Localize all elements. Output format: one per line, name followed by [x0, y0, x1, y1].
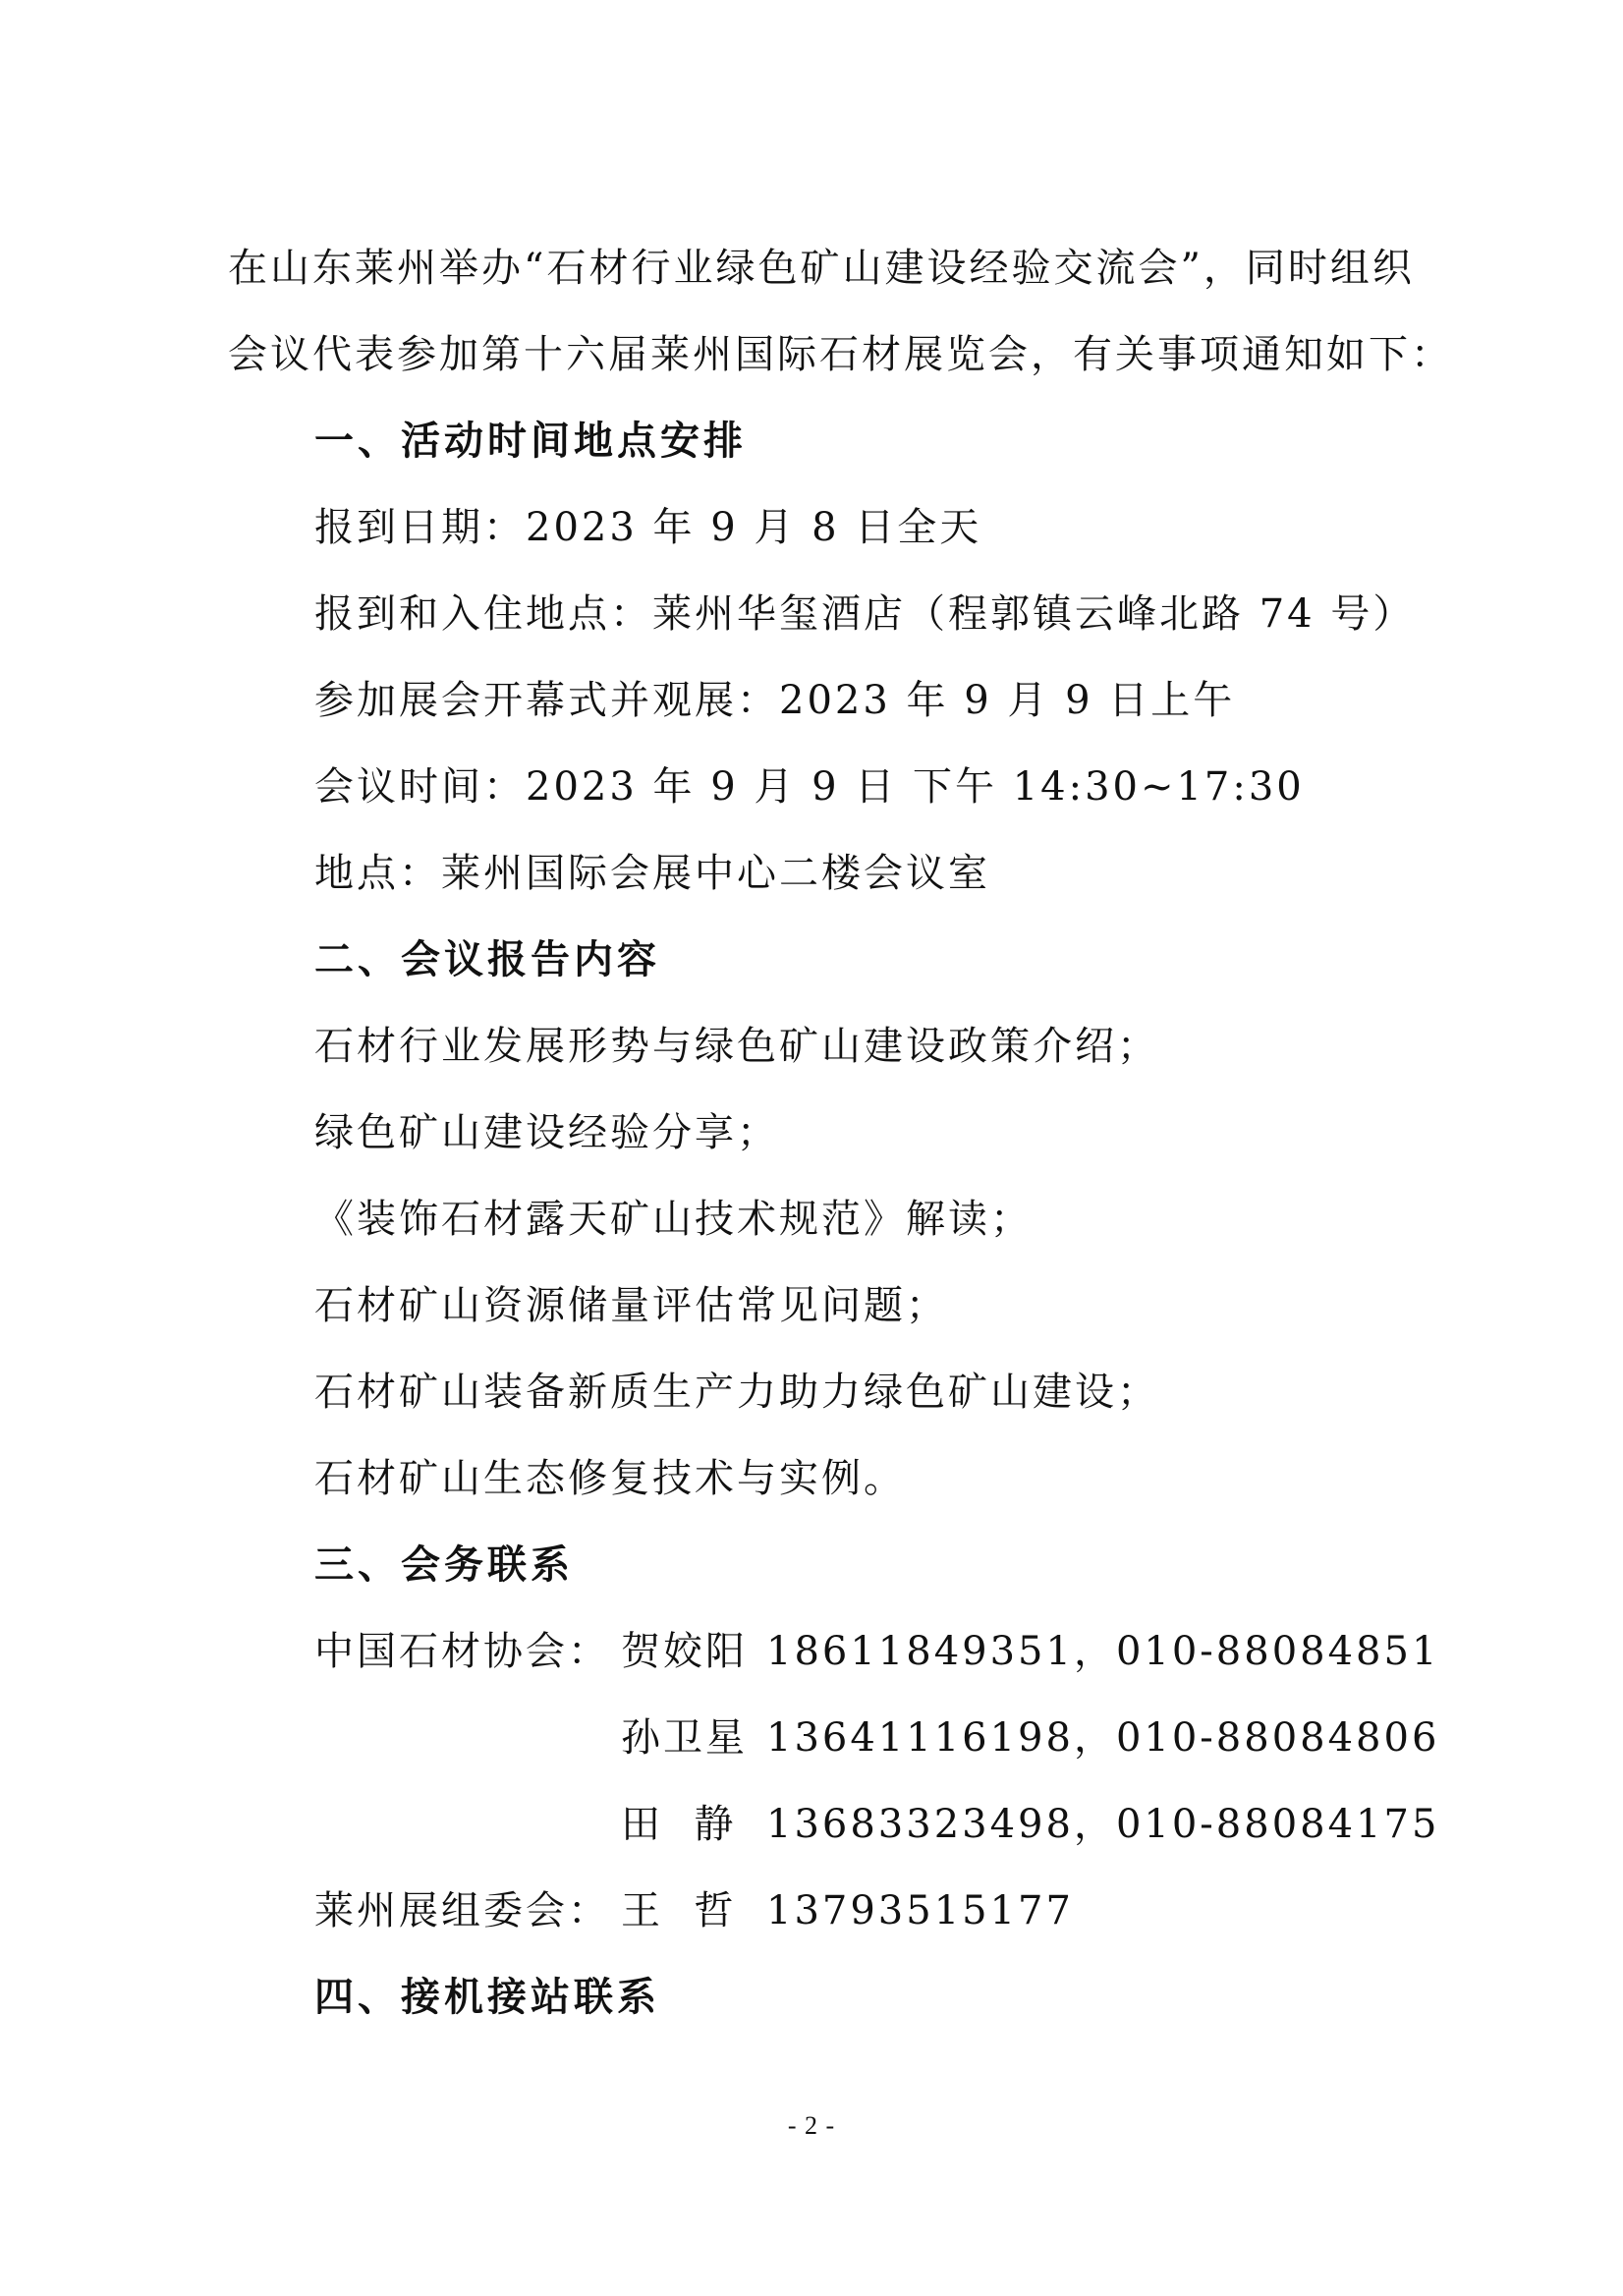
contact-phones: 13683323498，010-88084175 [766, 1802, 1440, 1847]
schedule-item: 会议时间：2023 年 9 月 9 日 下午 14:30~17:30 [314, 764, 1305, 810]
section-heading-1: 一、活动时间地点安排 [314, 418, 747, 464]
org-label-stone-association: 中国石材协会： [314, 1629, 610, 1674]
page-number: - 2 - [787, 2111, 836, 2140]
report-topic: 石材矿山生态修复技术与实例。 [314, 1456, 906, 1501]
intro-line-1: 在山东莱州举办“石材行业绿色矿山建设经验交流会”，同时组织 [228, 246, 1415, 291]
schedule-item: 报到和入住地点：莱州华玺酒店（程郭镇云峰北路 74 号） [314, 591, 1416, 637]
report-topic: 绿色矿山建设经验分享； [314, 1110, 779, 1155]
contact-phones: 13641116198，010-88084806 [766, 1715, 1440, 1761]
contact-name: 田 静 [621, 1802, 737, 1847]
contact-name: 贺姣阳 [621, 1629, 748, 1674]
schedule-item: 报到日期：2023 年 9 月 8 日全天 [314, 505, 982, 550]
intro-line-2: 会议代表参加第十六届莱州国际石材展览会，有关事项通知如下： [228, 332, 1453, 377]
contact-phones: 13793515177 [766, 1888, 1074, 1933]
report-topic: 《装饰石材露天矿山技术规范》解读； [314, 1197, 1033, 1242]
report-topic: 石材行业发展形势与绿色矿山建设政策介绍； [314, 1024, 1159, 1069]
schedule-item: 地点：莱州国际会展中心二楼会议室 [314, 851, 990, 896]
section-heading-4: 四、接机接站联系 [314, 1974, 660, 2020]
section-heading-2: 二、会议报告内容 [314, 936, 660, 982]
org-label-laizhou-committee: 莱州展组委会： [314, 1888, 610, 1933]
section-heading-3: 三、会务联系 [314, 1541, 574, 1588]
contact-name: 孙卫星 [621, 1715, 748, 1761]
schedule-item: 参加展会开幕式并观展：2023 年 9 月 9 日上午 [314, 678, 1236, 723]
contact-name: 王 哲 [621, 1888, 737, 1933]
report-topic: 石材矿山资源储量评估常见问题； [314, 1283, 948, 1328]
contact-phones: 18611849351，010-88084851 [766, 1629, 1440, 1674]
report-topic: 石材矿山装备新质生产力助力绿色矿山建设； [314, 1370, 1159, 1415]
